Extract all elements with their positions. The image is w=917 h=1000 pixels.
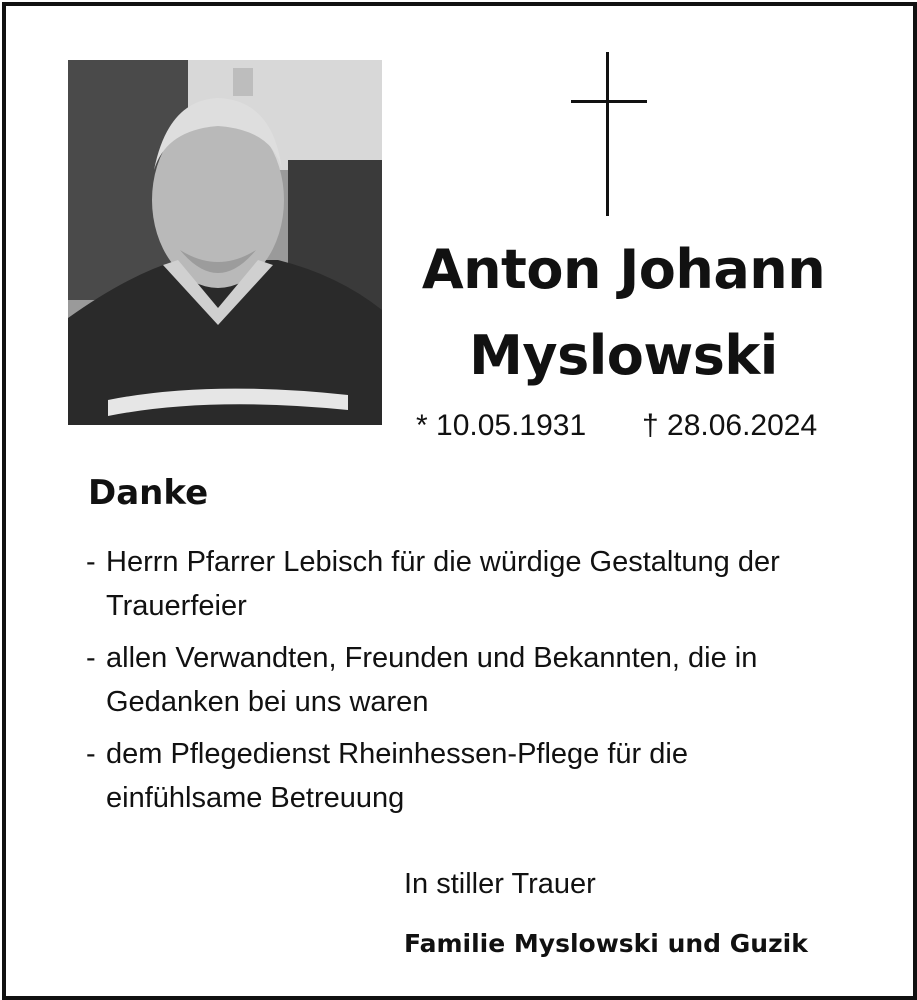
thanks-list [86,540,846,828]
deceased-name-line2: Myslowski [469,324,778,387]
birth-date: * 10.05.1931 [416,409,587,442]
mourning-text: In stiller Trauer [404,868,596,900]
list-dash: - [86,642,96,674]
list-item [86,732,846,820]
obituary-card [2,2,917,1000]
portrait-photo [68,60,382,425]
cross-icon [571,52,647,216]
thanks-heading: Danke [88,473,209,513]
list-item-text: allen Verwandten, Freunden und Bekannten, die in Gedanken bei uns waren [106,642,758,718]
list-item [86,540,846,628]
deceased-name-line1: Anton Johann [421,238,826,301]
family-signature: Familie Myslowski und Guzik [404,929,808,958]
list-item-text: Herrn Pfarrer Lebisch für die würdige Gestaltung der Trauerfeier [106,546,780,622]
list-item-text: dem Pflegedienst Rheinhessen-Pflege für die einfühlsame Betreuung [106,738,688,814]
list-dash: - [86,546,96,578]
death-date: † 28.06.2024 [642,409,818,442]
list-dash: - [86,738,96,770]
list-item [86,636,846,724]
